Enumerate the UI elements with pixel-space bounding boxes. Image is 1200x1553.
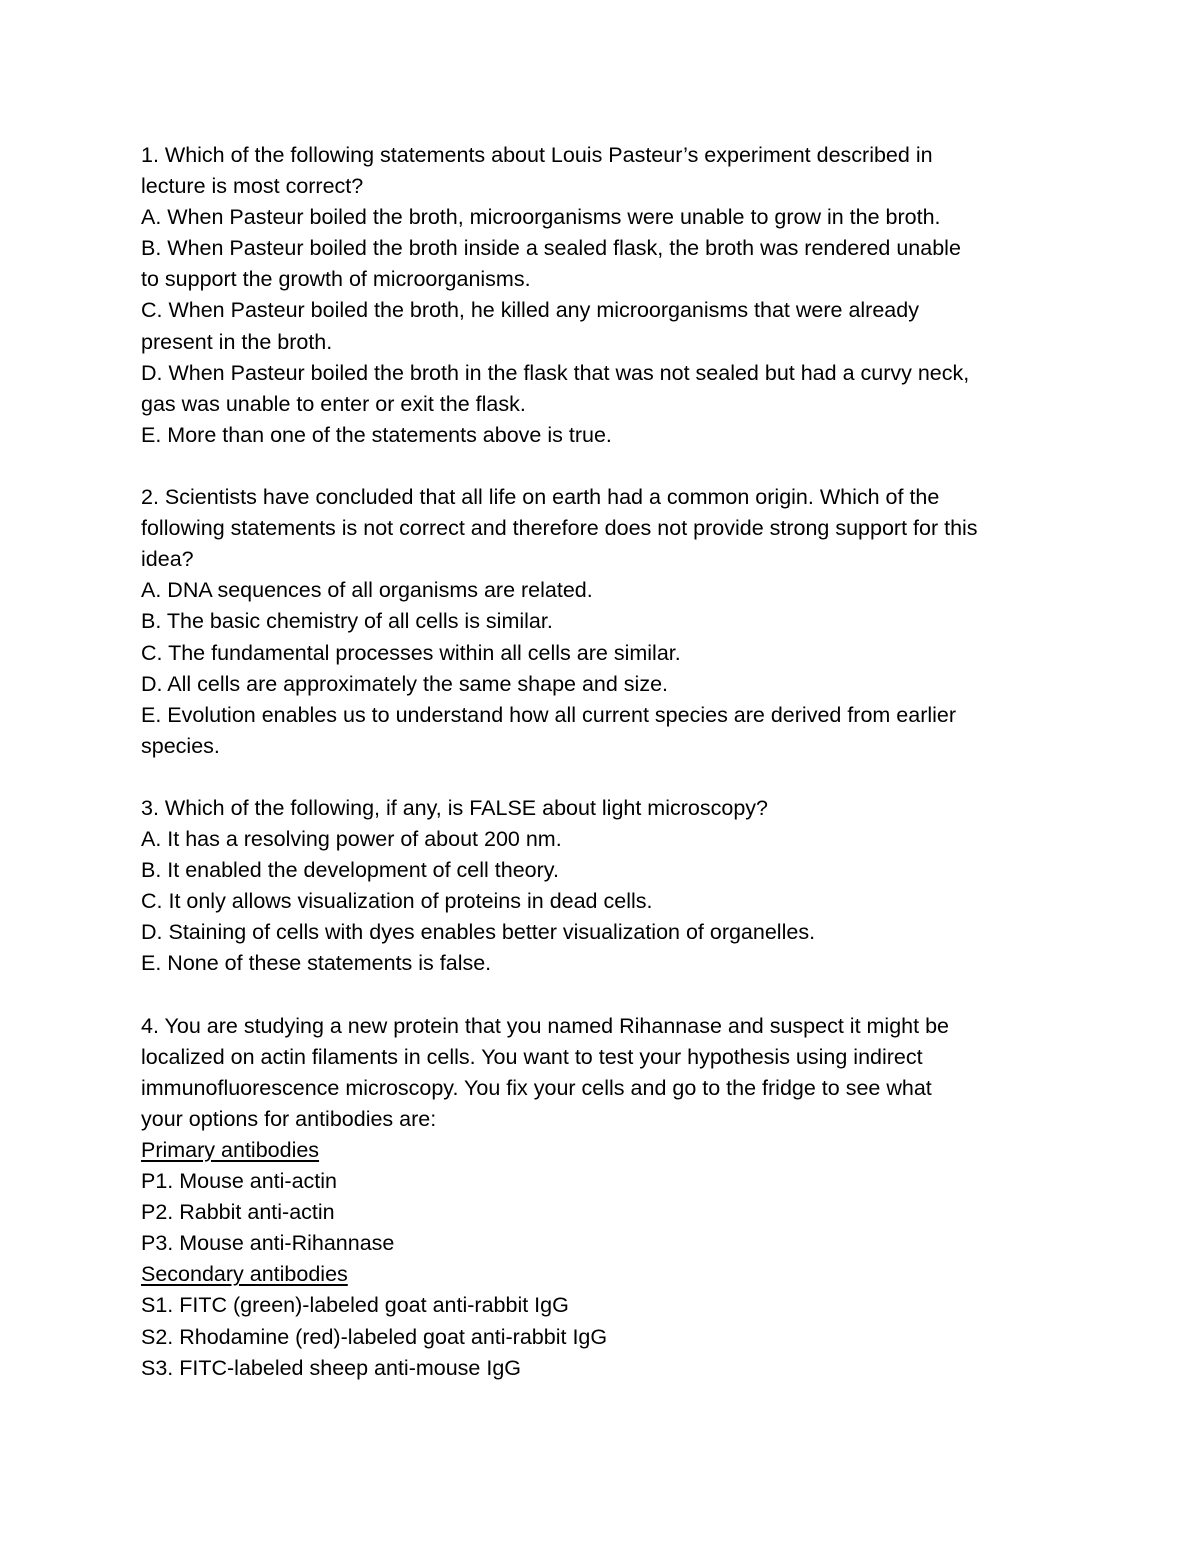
answer-option-b: B. The basic chemistry of all cells is similar. xyxy=(141,609,553,634)
question-stem-line: lecture is most correct? xyxy=(141,174,364,199)
secondary-antibodies-heading xyxy=(141,1259,1071,1290)
answer-option-c: C. It only allows visualization of proteins in dead cells. xyxy=(141,889,653,914)
question-stem-line: following statements is not correct and therefore does not provide strong support for this xyxy=(141,516,978,541)
secondary-antibody-item: S2. Rhodamine (red)-labeled goat anti-rabbit IgG xyxy=(141,1324,608,1349)
question-stem-line: immunofluorescence microscopy. You fix your cells and go to the fridge to see what xyxy=(141,1075,932,1100)
answer-option-d-cont: gas was unable to enter or exit the flask. xyxy=(141,391,526,416)
primary-antibody-item: P3. Mouse anti-Rihannase xyxy=(141,1231,395,1256)
secondary-antibodies-heading-text: Secondary antibodies xyxy=(141,1262,348,1287)
question-1 xyxy=(141,140,1071,451)
answer-option-c: C. When Pasteur boiled the broth, he killed any microorganisms that were already xyxy=(141,298,919,323)
question-stem-line: 4. You are studying a new protein that you named Rihannase and suspect it might be xyxy=(141,1013,949,1038)
answer-option-e: E. Evolution enables us to understand how all current species are derived from earlier xyxy=(141,702,957,727)
answer-option-d: D. Staining of cells with dyes enables better visualization of organelles. xyxy=(141,920,816,945)
question-3 xyxy=(141,793,1071,980)
answer-option-e: E. None of these statements is false. xyxy=(141,951,492,976)
blank-line xyxy=(141,980,1071,1011)
answer-option-a: A. When Pasteur boiled the broth, microorganisms were unable to grow in the broth. xyxy=(141,205,941,230)
answer-option-d: D. When Pasteur boiled the broth in the flask that was not sealed but had a curvy neck, xyxy=(141,360,970,385)
answer-option-e: E. More than one of the statements above is true. xyxy=(141,422,612,447)
answer-option-b-cont: to support the growth of microorganisms. xyxy=(141,267,531,292)
primary-antibody-item: P1. Mouse anti-actin xyxy=(141,1169,337,1194)
question-stem-line: 3. Which of the following, if any, is FALSE about light microscopy? xyxy=(141,795,768,820)
answer-option-a: A. It has a resolving power of about 200 nm. xyxy=(141,827,562,852)
answer-option-d: D. All cells are approximately the same shape and size. xyxy=(141,671,669,696)
answer-option-a: A. DNA sequences of all organisms are related. xyxy=(141,578,593,603)
question-stem-line: localized on actin filaments in cells. You want to test your hypothesis using indirect xyxy=(141,1044,923,1069)
question-4 xyxy=(141,1011,1071,1384)
question-stem-line: 2. Scientists have concluded that all life on earth had a common origin. Which of the xyxy=(141,485,940,510)
answer-option-b: B. When Pasteur boiled the broth inside a sealed flask, the broth was rendered unable xyxy=(141,236,961,261)
answer-option-b: B. It enabled the development of cell theory. xyxy=(141,858,559,883)
primary-antibodies-heading-text: Primary antibodies xyxy=(141,1138,320,1162)
answer-option-c-cont: present in the broth. xyxy=(141,329,333,354)
question-stem-line: 1. Which of the following statements about Louis Pasteur’s experiment described in xyxy=(141,143,933,167)
secondary-antibody-item: S3. FITC-labeled sheep anti-mouse IgG xyxy=(141,1355,522,1380)
answer-option-c: C. The fundamental processes within all cells are similar. xyxy=(141,640,681,665)
primary-antibody-item: P2. Rabbit anti-actin xyxy=(141,1200,335,1225)
question-stem-line: idea? xyxy=(141,547,194,572)
document-page xyxy=(141,140,1071,1384)
answer-option-e-cont: species. xyxy=(141,733,220,758)
question-stem-line: your options for antibodies are: xyxy=(141,1106,437,1131)
secondary-antibody-item: S1. FITC (green)-labeled goat anti-rabbit IgG xyxy=(141,1293,569,1318)
primary-antibodies-heading xyxy=(141,1135,1071,1166)
question-2 xyxy=(141,482,1071,762)
blank-line xyxy=(141,451,1071,482)
blank-line xyxy=(141,762,1071,793)
